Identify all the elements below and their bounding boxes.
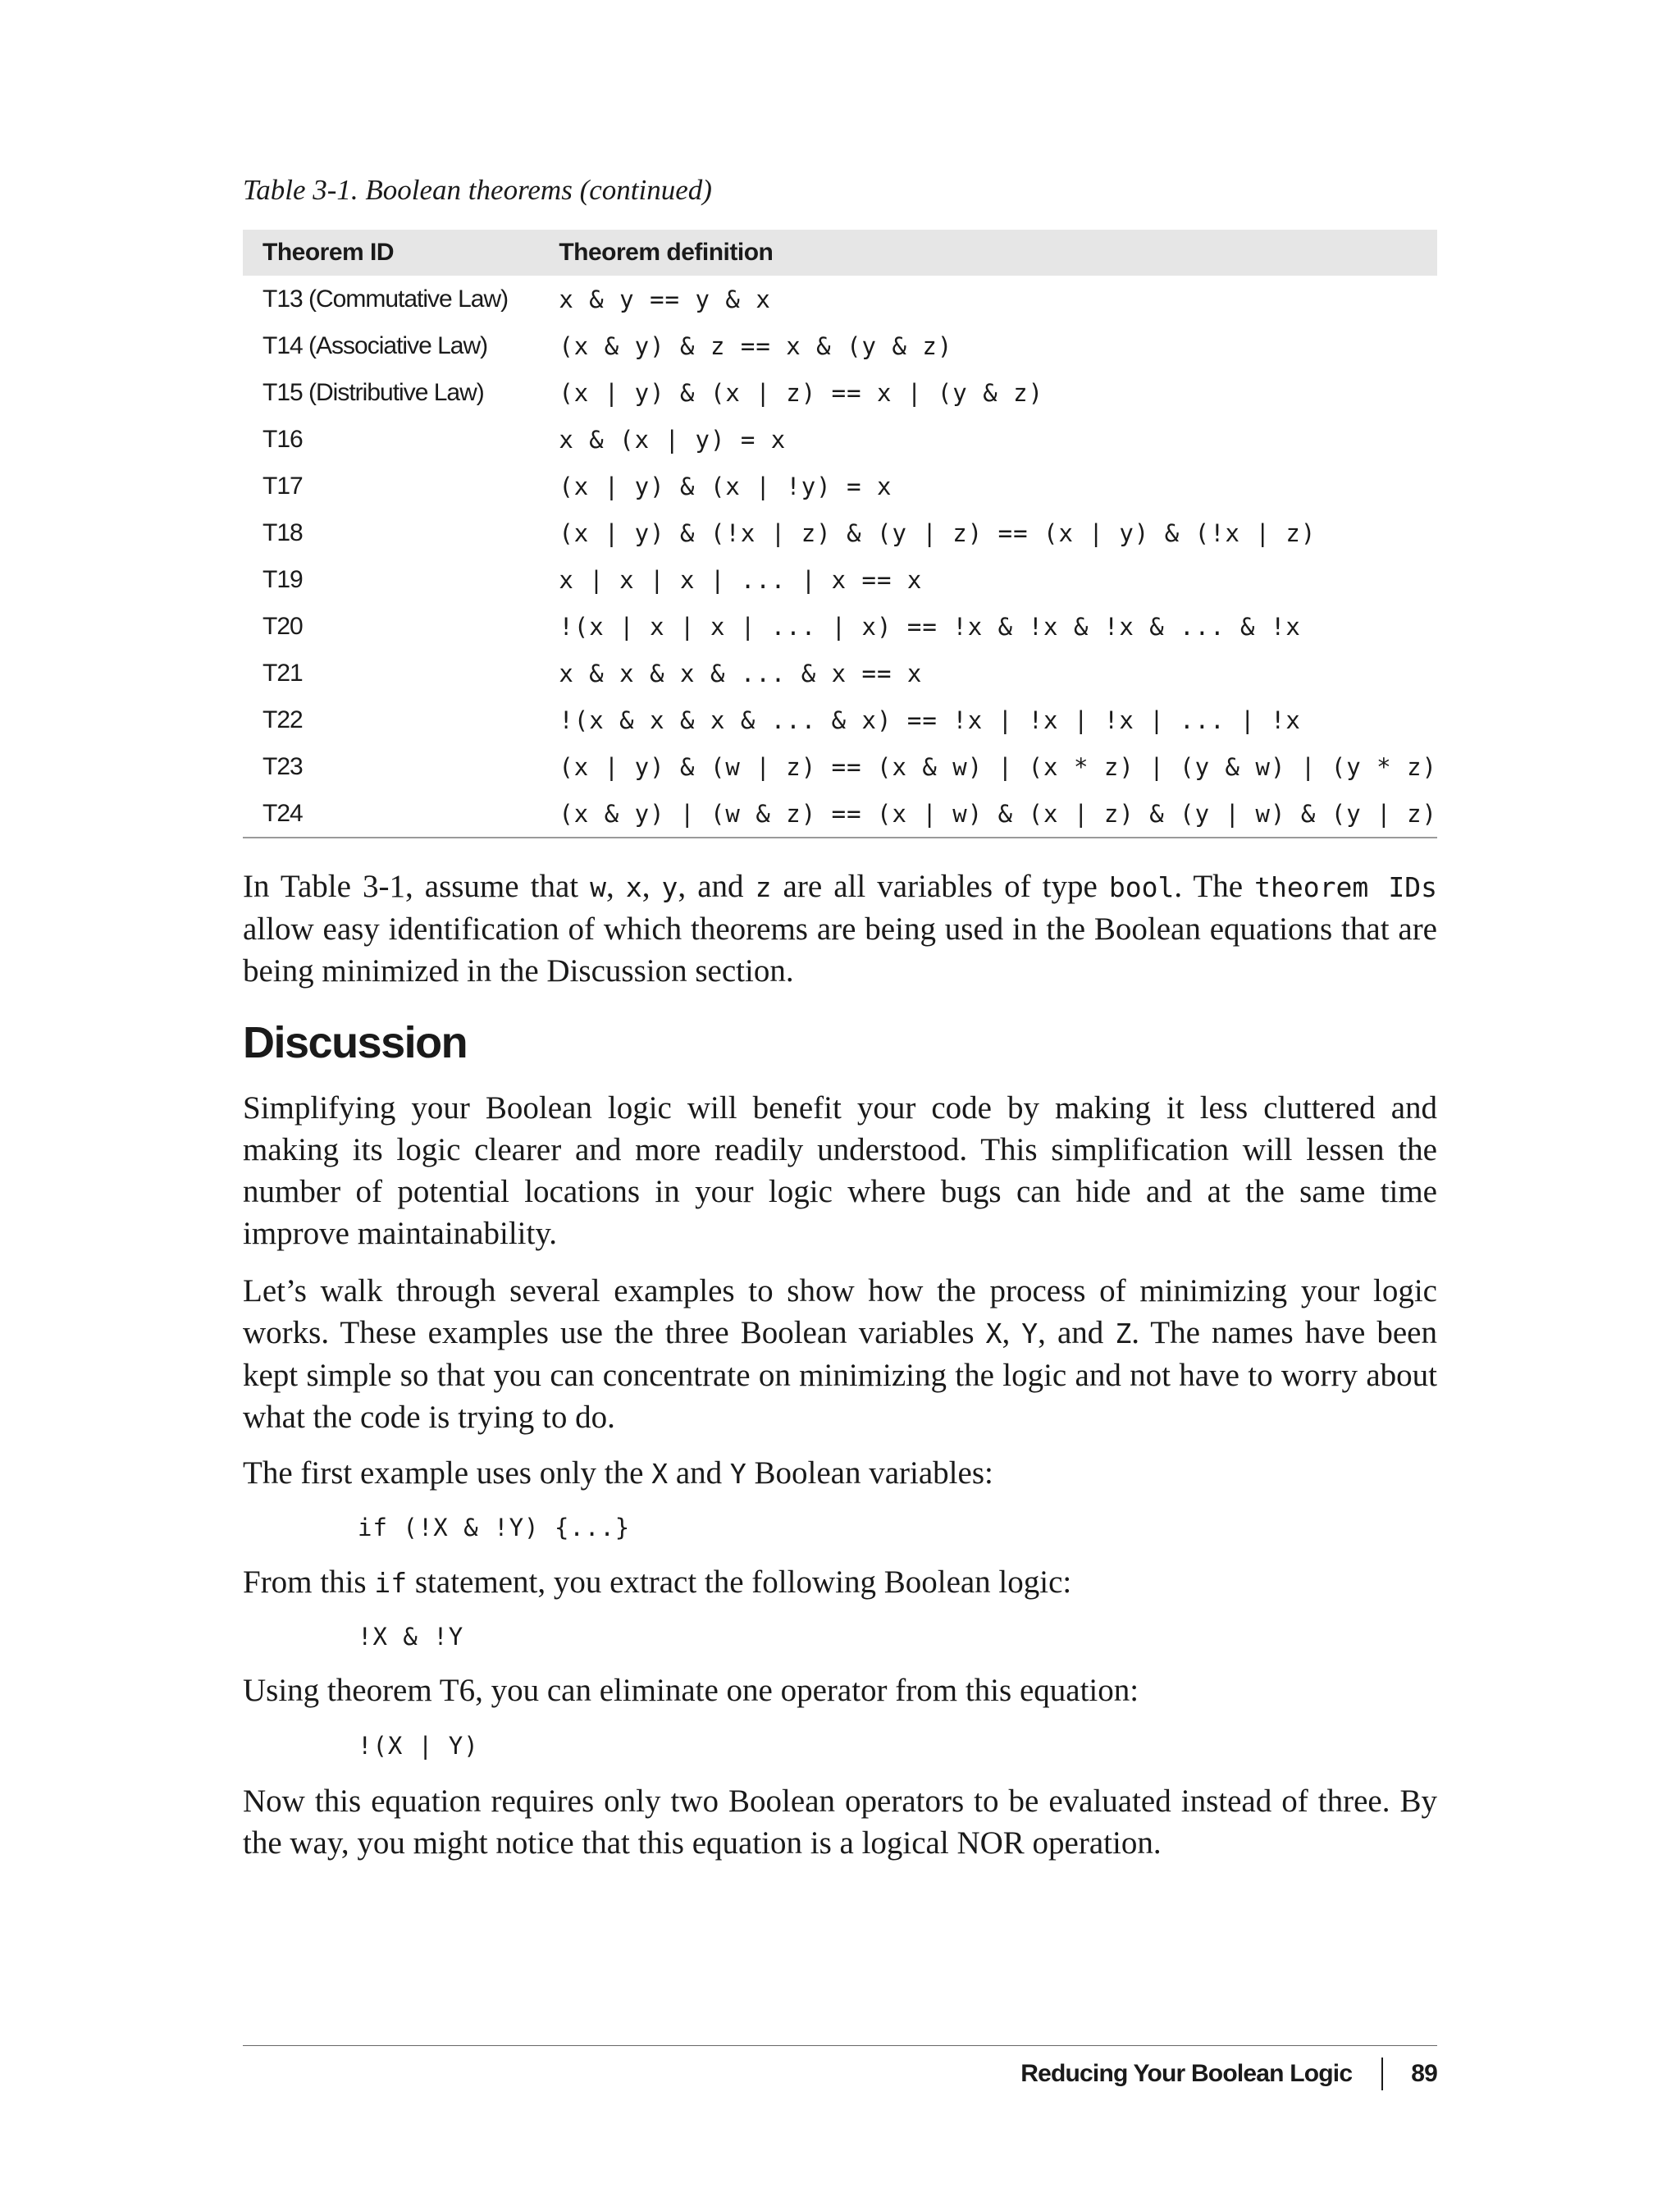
section-heading: Discussion — [243, 1018, 468, 1067]
paragraph-text: , and — [1038, 1315, 1116, 1350]
discussion-paragraph-6: Now this equation requires only two Boolean operators to be evaluated instead of three. By the way, you might notice that this equation is a logical NOR operation. — [243, 1784, 1437, 1861]
table-row — [243, 322, 1437, 369]
table-caption: Table 3-1. Boolean theorems (continued) — [243, 174, 712, 206]
boolean-theorems-table — [243, 230, 1437, 838]
table-row — [243, 369, 1437, 416]
inline-code-Z: Z — [1115, 1318, 1132, 1350]
paragraph-text: statement, you extract the following Boolean logic: — [407, 1564, 1072, 1600]
intro-paragraph — [243, 866, 1437, 992]
theorem-definition-cell: (x | y) & (x | !y) = x — [559, 472, 892, 500]
theorem-id-cell: T15 (Distributive Law) — [262, 378, 484, 406]
code-example-1: if (!X & !Y) {...} — [358, 1514, 631, 1541]
inline-code-theorem-ids: theorem IDs — [1254, 871, 1437, 903]
footer-separator — [1381, 2058, 1383, 2090]
intro-text: , — [641, 869, 662, 904]
discussion-paragraph-3 — [243, 1452, 1437, 1495]
theorem-definition-cell: !(x & x & x & ... & x) == !x | !x | !x | ... | !x — [559, 706, 1301, 734]
theorem-definition-cell: x & y == y & x — [559, 285, 771, 313]
inline-code-Y: Y — [1021, 1318, 1039, 1350]
inline-code-X: X — [985, 1318, 1002, 1350]
table-row — [243, 416, 1437, 463]
theorem-id-cell: T13 (Commutative Law) — [262, 285, 509, 313]
theorem-definition-cell: (x & y) & z == x & (y & z) — [559, 331, 953, 360]
page-footer — [1020, 2049, 1437, 2099]
paragraph-text: . The names have been kept simple so that you can concentrate on minimizing the logic and not have to worry about what the code is trying to do. — [243, 1315, 1437, 1435]
intro-text: are all variables of type — [771, 869, 1109, 904]
intro-text: In Table 3-1, assume that — [243, 869, 591, 904]
theorem-definition-cell: (x | y) & (x | z) == x | (y & z) — [559, 378, 1044, 407]
table-row — [243, 697, 1437, 743]
theorem-definition-cell: (x | y) & (!x | z) & (y | z) == (x | y) & (!x | z) — [559, 518, 1317, 547]
table-row — [243, 556, 1437, 603]
paragraph-text: The first example uses only the — [243, 1455, 652, 1491]
theorem-id-cell: T22 — [262, 706, 303, 733]
table-row — [243, 463, 1437, 509]
theorem-definition-cell: x & (x | y) = x — [559, 425, 787, 454]
table-row — [243, 509, 1437, 556]
intro-text: . The — [1174, 869, 1255, 904]
intro-text: allow easy identification of which theorems are being used in the Boolean equations that are being minimized in the Discussion section. — [243, 911, 1437, 989]
theorem-id-cell: T17 — [262, 472, 303, 500]
theorem-definition-cell: x & x & x & ... & x == x — [559, 659, 923, 687]
theorem-id-cell: T19 — [262, 565, 303, 593]
inline-code-bool: bool — [1108, 871, 1175, 903]
discussion-paragraph-1: Simplifying your Boolean logic will benefit your code by making it less cluttered and making its logic clearer and more readily understood. This simplification will lessen the number of potential locations in your logic where bugs can hide and at the same time improve maintainability. — [243, 1090, 1437, 1251]
theorem-id-cell: T21 — [262, 659, 303, 687]
theorem-id-cell: T14 (Associative Law) — [262, 331, 488, 359]
theorem-id-cell: T20 — [262, 612, 303, 640]
table-row — [243, 743, 1437, 790]
table-row — [243, 650, 1437, 697]
header-theorem-id: Theorem ID — [243, 230, 559, 276]
inline-code-X: X — [651, 1458, 669, 1490]
paragraph-text: Boolean variables: — [746, 1455, 993, 1491]
theorem-id-cell: T18 — [262, 518, 303, 546]
intro-text: , and — [678, 869, 756, 904]
footer-divider — [243, 2045, 1437, 2046]
table-row — [243, 790, 1437, 838]
inline-code-if: if — [374, 1567, 408, 1599]
inline-code-Y: Y — [729, 1458, 746, 1490]
header-theorem-definition: Theorem definition — [559, 230, 1437, 276]
paragraph-text: From this — [243, 1564, 375, 1600]
inline-code-x: x — [625, 871, 642, 903]
theorem-definition-cell: (x | y) & (w | z) == (x & w) | (x * z) | (y & w) | (y * z) — [559, 752, 1437, 781]
inline-code-z: z — [755, 871, 772, 903]
table-row — [243, 276, 1437, 322]
paragraph-text: , — [1002, 1315, 1022, 1350]
paragraph-text: Let’s walk through several examples to show how the process of minimizing your logic works. These examples use the three Boolean variables — [243, 1273, 1437, 1350]
discussion-paragraph-2 — [243, 1270, 1437, 1438]
theorem-definition-cell: x | x | x | ... | x == x — [559, 565, 923, 594]
code-example-2: !X & !Y — [358, 1623, 464, 1651]
theorem-definition-cell: !(x | x | x | ... | x) == !x & !x & !x & ... & !x — [559, 612, 1301, 641]
theorem-definition-cell: (x & y) | (w & z) == (x | w) & (x | z) & (y | w) & (y | z) — [559, 790, 1437, 838]
theorem-id-cell: T16 — [262, 425, 303, 453]
discussion-paragraph-4 — [243, 1561, 1437, 1604]
discussion-paragraph-5: Using theorem T6, you can eliminate one operator from this equation: — [243, 1673, 1139, 1708]
table-header-row — [243, 230, 1437, 276]
theorem-id-cell: T24 — [243, 790, 559, 838]
theorem-id-cell: T23 — [262, 752, 303, 780]
table-row — [243, 603, 1437, 650]
code-example-3: !(X | Y) — [358, 1732, 479, 1760]
page-number: 89 — [1411, 2060, 1437, 2087]
intro-text: , — [606, 869, 626, 904]
inline-code-w: w — [590, 871, 607, 903]
footer-section-title: Reducing Your Boolean Logic — [1020, 2060, 1353, 2087]
paragraph-text: and — [668, 1455, 730, 1491]
inline-code-y: y — [661, 871, 678, 903]
